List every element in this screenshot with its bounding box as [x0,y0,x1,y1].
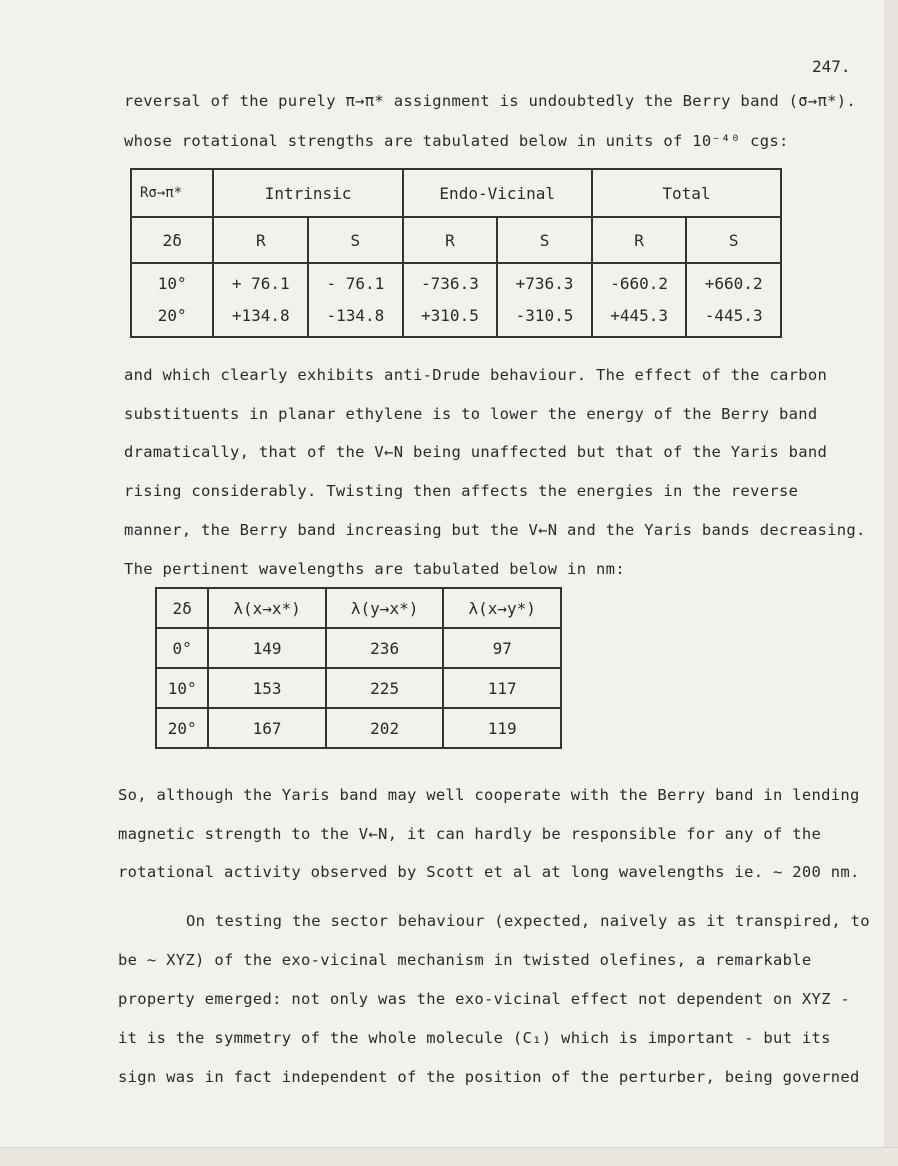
table1-subheader: S [308,217,403,263]
text-line-10: magnetic strength to the V←N, it can hardly be responsible for any of the [118,825,822,843]
text-line-16: sign was in fact independent of the position of the perturber, being governed [118,1068,860,1086]
table2-cell: 20° [156,708,208,748]
table1-angle-header: 2δ [131,217,213,263]
table2-cell: 225 [326,668,444,708]
table1-group-endo-vicinal: Endo-Vicinal [403,169,592,217]
text-line-6: rising considerably. Twisting then affects the energies in the reverse [124,482,799,500]
text-line-5: dramatically, that of the V←N being unaffected but that of the Yaris band [124,443,828,461]
table1-subheader: R [403,217,498,263]
table1-cell: + 76.1 +134.8 [213,263,308,337]
text-line-12: On testing the sector behaviour (expected, naively as it transpired, to [186,912,870,930]
table1-cell: - 76.1 -134.8 [308,263,403,337]
table1-group-intrinsic: Intrinsic [213,169,402,217]
table1-corner-label: Rσ→π* [131,169,213,217]
text-line-7: manner, the Berry band increasing but the V←N and the Yaris bands decreasing. [124,521,866,539]
table2-header: λ(x→y*) [443,588,561,628]
table1-angles: 10° 20° [131,263,213,337]
text-line-11: rotational activity observed by Scott et al at long wavelengths ie. ~ 200 nm. [118,863,860,881]
table1-cell: +660.2 -445.3 [686,263,781,337]
text-line-9: So, although the Yaris band may well cooperate with the Berry band in lending [118,786,860,804]
table2-header: λ(x→x*) [208,588,326,628]
text-line-13: be ~ XYZ) of the exo-vicinal mechanism in twisted olefines, a remarkable [118,951,812,969]
table2-cell: 153 [208,668,326,708]
text-line-15: it is the symmetry of the whole molecule (C₁) which is important - but its [118,1029,831,1047]
table1-cell: +736.3 -310.5 [497,263,592,337]
table1-subheader: S [686,217,781,263]
table2-cell: 149 [208,628,326,668]
table2-cell: 119 [443,708,561,748]
table1-cell: -660.2 +445.3 [592,263,687,337]
table1-subheader: S [497,217,592,263]
page-number: 247. [812,57,851,76]
table2-cell: 202 [326,708,444,748]
table2-cell: 0° [156,628,208,668]
rotational-strength-table [130,168,782,338]
table1-cell: -736.3 +310.5 [403,263,498,337]
page-bottom-edge [0,1147,898,1166]
table2-cell: 10° [156,668,208,708]
text-line-14: property emerged: not only was the exo-vicinal effect not dependent on XYZ - [118,990,851,1008]
text-line-3: and which clearly exhibits anti-Drude behaviour. The effect of the carbon [124,366,828,384]
table2-cell: 117 [443,668,561,708]
wavelength-table [155,587,562,749]
table2-cell: 97 [443,628,561,668]
text-line-8: The pertinent wavelengths are tabulated below in nm: [124,560,625,578]
text-line-1: reversal of the purely π→π* assignment is undoubtedly the Berry band (σ→π*). [124,92,857,110]
table2-header: 2δ [156,588,208,628]
page-edge [884,0,898,1166]
table-row [156,708,561,748]
table1-subheader: R [213,217,308,263]
table1-subheader: R [592,217,687,263]
text-line-2: whose rotational strengths are tabulated below in units of 10⁻⁴⁰ cgs: [124,132,789,150]
table2-cell: 167 [208,708,326,748]
text-line-4: substituents in planar ethylene is to lower the energy of the Berry band [124,405,818,423]
table1-group-total: Total [592,169,781,217]
table-row [156,628,561,668]
table2-header: λ(y→x*) [326,588,444,628]
table2-cell: 236 [326,628,444,668]
table-row [156,668,561,708]
